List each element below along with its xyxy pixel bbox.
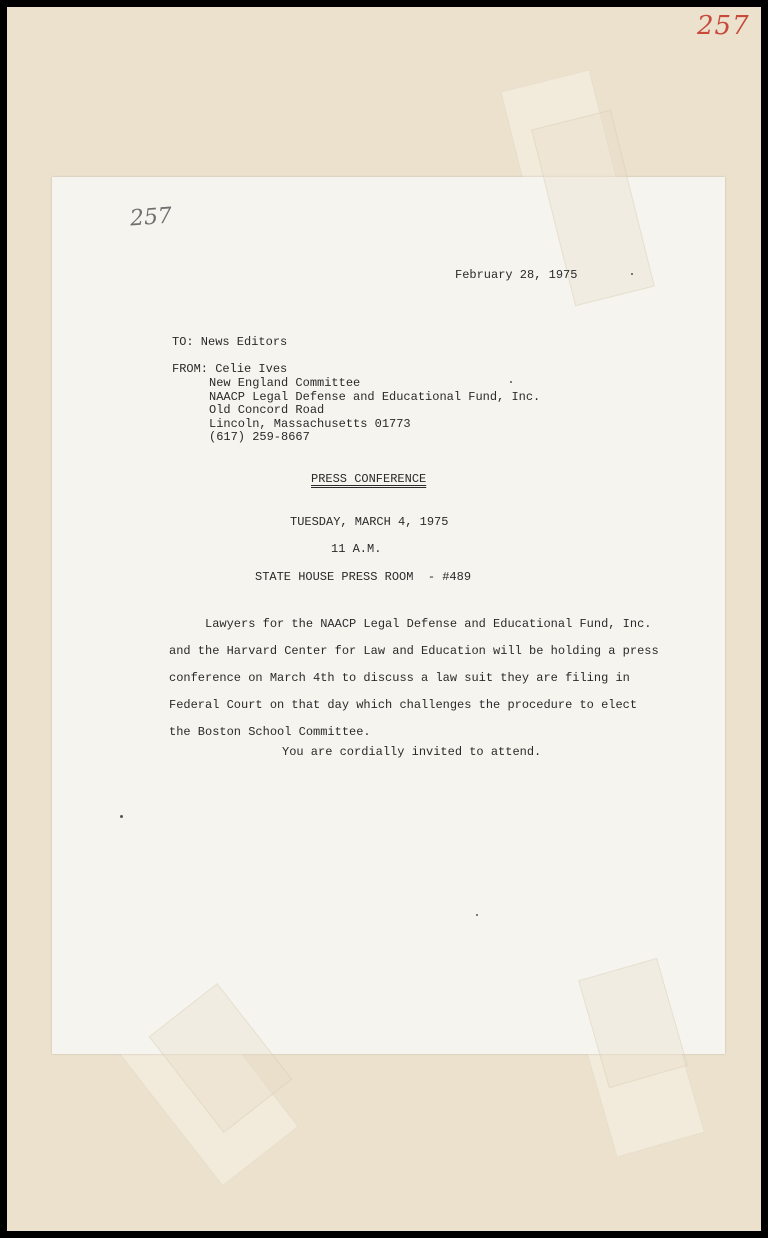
from-name: Celie Ives: [215, 362, 288, 376]
sender-city: Lincoln, Massachusetts 01773: [209, 416, 411, 431]
to-line: TO: News Editors: [172, 335, 288, 349]
from-label: FROM:: [172, 362, 209, 376]
sender-organization: New England Committee: [209, 376, 361, 390]
paper-speck: [510, 381, 512, 383]
body-line: conference on March 4th to discuss a law suit they are filing in: [169, 671, 630, 685]
body-line: and the Harvard Center for Law and Education will be holding a press: [169, 644, 659, 658]
event-time: 11 A.M.: [331, 542, 382, 556]
sender-phone: (617) 259-8667: [209, 430, 310, 444]
memo-title: PRESS CONFERENCE: [311, 472, 427, 486]
sender-address-block: [209, 377, 540, 445]
memo-body-paragraph: [169, 611, 659, 746]
body-line: the Boston School Committee.: [169, 725, 371, 739]
paper-speck: [120, 815, 123, 818]
body-line: Federal Court on that day which challenges the procedure to elect: [169, 698, 638, 712]
page-number-annotation: 257: [129, 203, 173, 232]
board-number-annotation: 257: [697, 11, 750, 41]
body-line: Lawyers for the NAACP Legal Defense and Educational Fund, Inc.: [169, 617, 652, 631]
memo-date: February 28, 1975: [455, 268, 578, 282]
sender-organization-full: NAACP Legal Defense and Educational Fund, Inc.: [209, 389, 541, 404]
event-place: STATE HOUSE PRESS ROOM - #489: [255, 570, 472, 584]
from-line: [172, 363, 287, 377]
paper-speck: [631, 273, 633, 275]
sender-street: Old Concord Road: [209, 403, 325, 417]
event-day: TUESDAY, MARCH 4, 1975: [290, 515, 449, 529]
paper-speck: [476, 914, 478, 916]
memo-closing: You are cordially invited to attend.: [282, 745, 542, 759]
